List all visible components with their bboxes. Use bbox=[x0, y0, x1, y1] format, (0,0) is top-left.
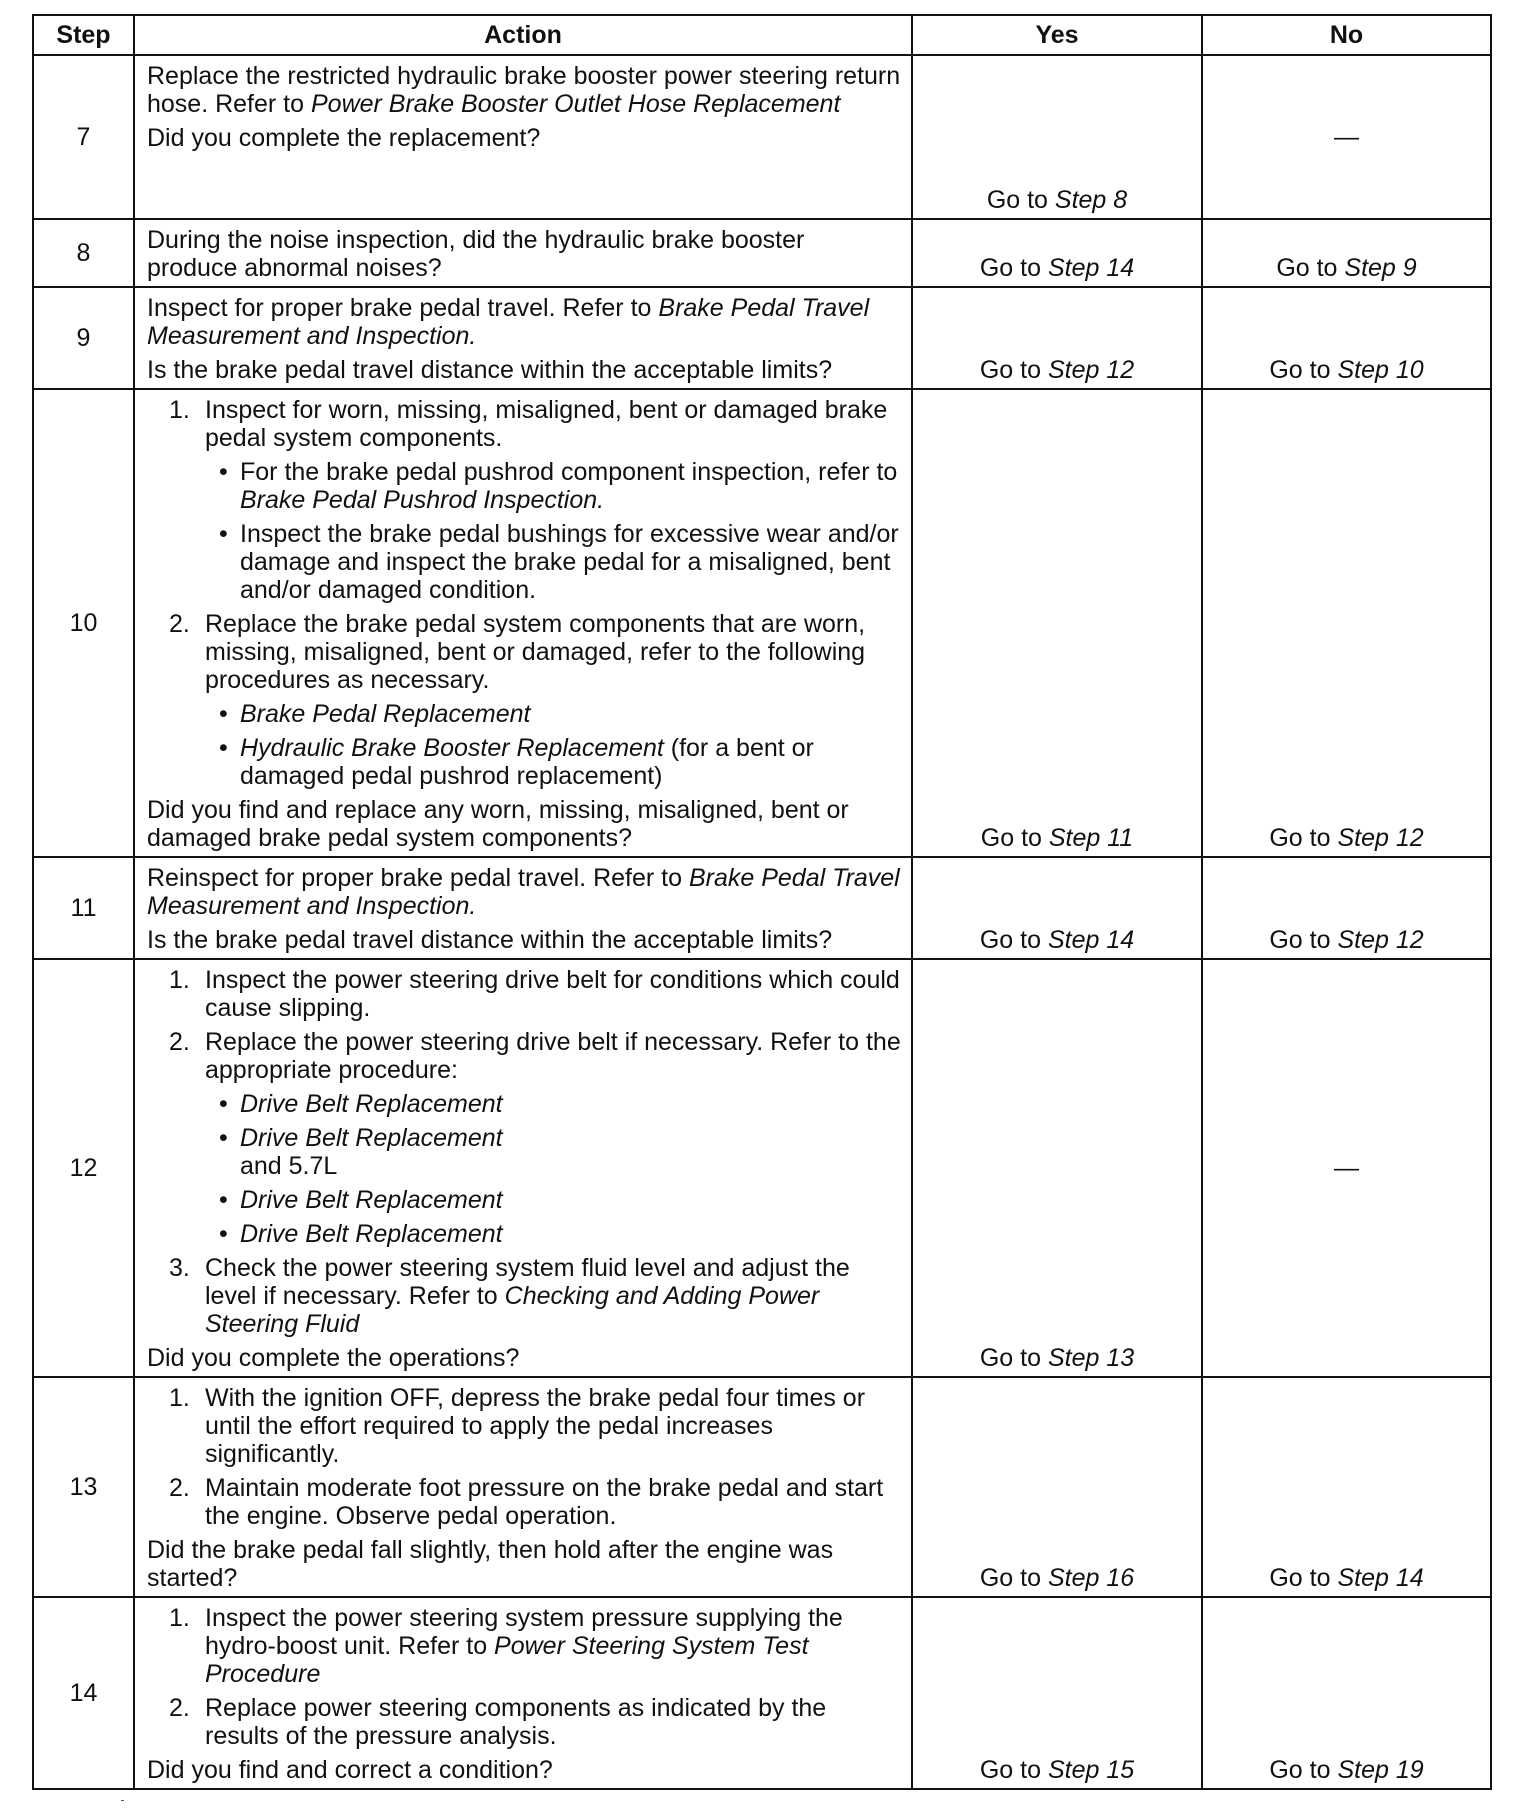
action-cell bbox=[134, 219, 912, 287]
header-row bbox=[33, 15, 1491, 55]
no-goto-label: Go to bbox=[1269, 926, 1338, 954]
numbered-item bbox=[147, 1384, 901, 1468]
procedure-reference: Drive Belt Replacement bbox=[240, 1124, 503, 1152]
text-run: For the brake pedal pushrod component inspection, refer to bbox=[240, 458, 898, 486]
yes-cell bbox=[912, 389, 1202, 857]
no-goto-label: Go to bbox=[1269, 1564, 1338, 1592]
procedure-reference: Drive Belt Replacement bbox=[240, 1186, 503, 1214]
yes-step-link[interactable]: Step 14 bbox=[1047, 926, 1135, 954]
bullet-item bbox=[205, 734, 901, 790]
numbered-list bbox=[147, 1604, 901, 1750]
table-row bbox=[33, 1597, 1491, 1789]
numbered-item bbox=[147, 610, 901, 790]
text-run: Inspect for worn, missing, misaligned, bent or damaged brake pedal system components. bbox=[205, 396, 888, 452]
table-row bbox=[33, 287, 1491, 389]
action-cell bbox=[134, 857, 912, 959]
procedure-reference: Brake Pedal Replacement bbox=[240, 700, 531, 728]
bullet-list bbox=[205, 1090, 901, 1248]
numbered-item bbox=[147, 396, 901, 604]
item-text bbox=[205, 966, 901, 1022]
instruction-text bbox=[147, 864, 901, 920]
yes-step-link[interactable]: Step 11 bbox=[1048, 824, 1134, 852]
header-yes: Yes bbox=[912, 15, 1202, 55]
no-goto-label: Go to bbox=[1269, 356, 1338, 384]
header-step: Step bbox=[33, 15, 134, 55]
text-run: Replace the brake pedal system components that are worn, missing, misaligned, bent or damaged, refer to the following procedures as necessary. bbox=[205, 610, 866, 694]
table-row bbox=[33, 55, 1491, 219]
item-number: 1. bbox=[169, 966, 190, 994]
yes-step-link[interactable]: Step 14 bbox=[1047, 254, 1135, 282]
text-run: Inspect the brake pedal bushings for excessive wear and/or damage and inspect the brake pedal for a misaligned, bent and/or damaged condition. bbox=[240, 520, 899, 604]
item-number: 2. bbox=[169, 1474, 190, 1502]
no-step-link[interactable]: Step 19 bbox=[1337, 1756, 1424, 1784]
item-text bbox=[205, 1474, 901, 1530]
yes-cell bbox=[912, 1377, 1202, 1597]
action-cell bbox=[134, 389, 912, 857]
text-run: During the noise inspection, did the hydraulic brake booster produce abnormal noises? bbox=[147, 226, 805, 282]
procedure-reference: Power Steering System Test Procedure bbox=[205, 1632, 809, 1688]
no-step-link[interactable]: Step 9 bbox=[1344, 254, 1417, 282]
step-number: 13 bbox=[33, 1377, 134, 1597]
item-text bbox=[205, 396, 901, 452]
numbered-list bbox=[147, 1384, 901, 1530]
procedure-reference: Brake Pedal Pushrod Inspection. bbox=[240, 486, 605, 514]
yes-cell bbox=[912, 1597, 1202, 1789]
numbered-item bbox=[147, 1254, 901, 1338]
no-cell bbox=[1202, 857, 1491, 959]
yes-goto-label: Go to bbox=[980, 824, 1049, 852]
item-text bbox=[205, 1028, 901, 1084]
numbered-list bbox=[147, 966, 901, 1338]
text-run: Inspect for proper brake pedal travel. Refer to bbox=[147, 294, 659, 322]
yes-goto-label: Go to bbox=[979, 356, 1048, 384]
action-cell bbox=[134, 959, 912, 1377]
item-number: 1. bbox=[169, 1604, 190, 1632]
yes-step-link[interactable]: Step 8 bbox=[1054, 186, 1128, 214]
yes-goto-label: Go to bbox=[979, 1564, 1048, 1592]
text-run: and 5.7L bbox=[240, 1152, 338, 1180]
procedure-reference: Checking and Adding Power Steering Fluid bbox=[205, 1282, 820, 1338]
yes-cell bbox=[912, 219, 1202, 287]
item-number: 3. bbox=[169, 1254, 190, 1282]
item-number: 2. bbox=[169, 610, 190, 638]
table-row bbox=[33, 389, 1491, 857]
text-run: Replace power steering components as indicated by the results of the pressure analysis. bbox=[205, 1694, 827, 1750]
step-number: 11 bbox=[33, 857, 134, 959]
procedure-reference: Drive Belt Replacement bbox=[240, 1220, 503, 1248]
item-number: 1. bbox=[169, 1384, 190, 1412]
yes-cell bbox=[912, 287, 1202, 389]
table-body bbox=[33, 55, 1491, 1789]
step-number: 10 bbox=[33, 389, 134, 857]
text-run: Replace the power steering drive belt if necessary. Refer to the appropriate procedure: bbox=[205, 1028, 901, 1084]
yes-goto-label: Go to bbox=[979, 1344, 1048, 1372]
procedure-reference: Power Brake Booster Outlet Hose Replacement bbox=[310, 90, 841, 118]
header-no: No bbox=[1202, 15, 1491, 55]
bullet-list bbox=[205, 458, 901, 604]
text-run: Is the brake pedal travel distance within the acceptable limits? bbox=[147, 926, 833, 954]
numbered-item bbox=[147, 1028, 901, 1248]
question-text bbox=[147, 796, 901, 852]
action-cell bbox=[134, 1377, 912, 1597]
no-cell bbox=[1202, 287, 1491, 389]
bullet-item bbox=[205, 458, 901, 514]
yes-step-link[interactable]: Step 13 bbox=[1047, 1344, 1135, 1372]
procedure-reference: Hydraulic Brake Booster Replacement bbox=[240, 734, 664, 762]
no-cell-empty-dash: — bbox=[1202, 959, 1491, 1377]
numbered-list bbox=[147, 396, 901, 790]
no-cell bbox=[1202, 219, 1491, 287]
action-cell bbox=[134, 55, 912, 219]
text-run: Did you find and correct a condition? bbox=[147, 1756, 553, 1784]
no-cell bbox=[1202, 1597, 1491, 1789]
no-step-link[interactable]: Step 10 bbox=[1337, 356, 1424, 384]
instruction-text bbox=[147, 62, 901, 118]
text-run: Inspect the power steering system pressure supplying the hydro-boost unit. Refer to bbox=[205, 1604, 843, 1660]
table-row bbox=[33, 219, 1491, 287]
text-run: Inspect the power steering drive belt for conditions which could cause slipping. bbox=[205, 966, 900, 1022]
item-number: 2. bbox=[169, 1694, 190, 1722]
text-run: Did you find and replace any worn, missing, misaligned, bent or damaged brake pedal system components? bbox=[147, 796, 849, 852]
item-number: 2. bbox=[169, 1028, 190, 1056]
numbered-item bbox=[147, 1604, 901, 1688]
table-row bbox=[33, 1377, 1491, 1597]
yes-cell bbox=[912, 55, 1202, 219]
no-step-link[interactable]: Step 14 bbox=[1337, 1564, 1424, 1592]
item-text bbox=[205, 1384, 901, 1468]
no-goto-label: Go to bbox=[1276, 254, 1345, 282]
item-text bbox=[205, 610, 901, 694]
text-run: Did you complete the replacement? bbox=[147, 124, 541, 152]
text-run: Replace the restricted hydraulic brake booster power steering return hose. Refer to bbox=[147, 62, 901, 118]
text-run: With the ignition OFF, depress the brake pedal four times or until the effort required to apply the pedal increases significantly. bbox=[205, 1384, 866, 1468]
table-row bbox=[33, 857, 1491, 959]
item-number: 1. bbox=[169, 396, 190, 424]
text-run: Check the power steering system fluid level and adjust the level if necessary. Refer to bbox=[205, 1254, 850, 1310]
step-number: 12 bbox=[33, 959, 134, 1377]
bullet-item bbox=[205, 1124, 901, 1180]
bullet-item bbox=[205, 520, 901, 604]
procedure-reference: Brake Pedal Travel Measurement and Inspection. bbox=[147, 864, 900, 920]
header-action: Action bbox=[134, 15, 912, 55]
text-run: Is the brake pedal travel distance within the acceptable limits? bbox=[147, 356, 833, 384]
bullet-item bbox=[205, 700, 901, 728]
no-cell bbox=[1202, 389, 1491, 857]
bullet-list bbox=[205, 700, 901, 790]
item-text bbox=[205, 1254, 901, 1338]
diagnostic-table bbox=[32, 14, 1492, 1790]
yes-step-link[interactable]: Step 15 bbox=[1047, 1756, 1135, 1784]
no-cell bbox=[1202, 1377, 1491, 1597]
numbered-item bbox=[147, 1474, 901, 1530]
numbered-item bbox=[147, 1694, 901, 1750]
no-step-link[interactable]: Step 12 bbox=[1337, 926, 1424, 954]
yes-goto-label: Go to bbox=[979, 1756, 1048, 1784]
step-number: 9 bbox=[33, 287, 134, 389]
text-run: Maintain moderate foot pressure on the brake pedal and start the engine. Observe pedal operation. bbox=[205, 1474, 884, 1530]
no-goto-label: Go to bbox=[1269, 1756, 1338, 1784]
procedure-reference: Brake Pedal Travel Measurement and Inspection. bbox=[147, 294, 870, 350]
action-cell bbox=[134, 1597, 912, 1789]
question-text bbox=[147, 1756, 901, 1784]
yes-goto-label: Go to bbox=[979, 926, 1048, 954]
numbered-item bbox=[147, 966, 901, 1022]
yes-cell bbox=[912, 959, 1202, 1377]
scan-mark bbox=[121, 1800, 124, 1801]
yes-cell bbox=[912, 857, 1202, 959]
instruction-text bbox=[147, 294, 901, 350]
table-row bbox=[33, 959, 1491, 1377]
item-text bbox=[205, 1694, 901, 1750]
no-cell-empty-dash: — bbox=[1202, 55, 1491, 219]
bullet-item bbox=[205, 1186, 901, 1214]
step-number: 7 bbox=[33, 55, 134, 219]
question-text bbox=[147, 1536, 901, 1592]
step-number: 14 bbox=[33, 1597, 134, 1789]
no-step-link[interactable]: Step 12 bbox=[1337, 824, 1424, 852]
step-number: 8 bbox=[33, 219, 134, 287]
yes-step-link[interactable]: Step 12 bbox=[1047, 356, 1135, 384]
action-cell bbox=[134, 287, 912, 389]
question-text bbox=[147, 356, 901, 384]
procedure-reference: Drive Belt Replacement bbox=[240, 1090, 503, 1118]
yes-goto-label: Go to bbox=[979, 254, 1048, 282]
question-text bbox=[147, 1344, 901, 1372]
bullet-item bbox=[205, 1090, 901, 1118]
no-goto-label: Go to bbox=[1269, 824, 1338, 852]
text-run: Did the brake pedal fall slightly, then hold after the engine was started? bbox=[147, 1536, 834, 1592]
text-run: (for a bent or damaged pedal pushrod replacement) bbox=[240, 734, 814, 790]
yes-step-link[interactable]: Step 16 bbox=[1047, 1564, 1135, 1592]
question-text bbox=[147, 124, 901, 152]
bullet-item bbox=[205, 1220, 901, 1248]
question-text bbox=[147, 926, 901, 954]
yes-goto-label: Go to bbox=[986, 186, 1055, 214]
question-text bbox=[147, 226, 901, 282]
item-text bbox=[205, 1604, 901, 1688]
text-run: Reinspect for proper brake pedal travel. Refer to bbox=[147, 864, 689, 892]
text-run: Did you complete the operations? bbox=[147, 1344, 520, 1372]
